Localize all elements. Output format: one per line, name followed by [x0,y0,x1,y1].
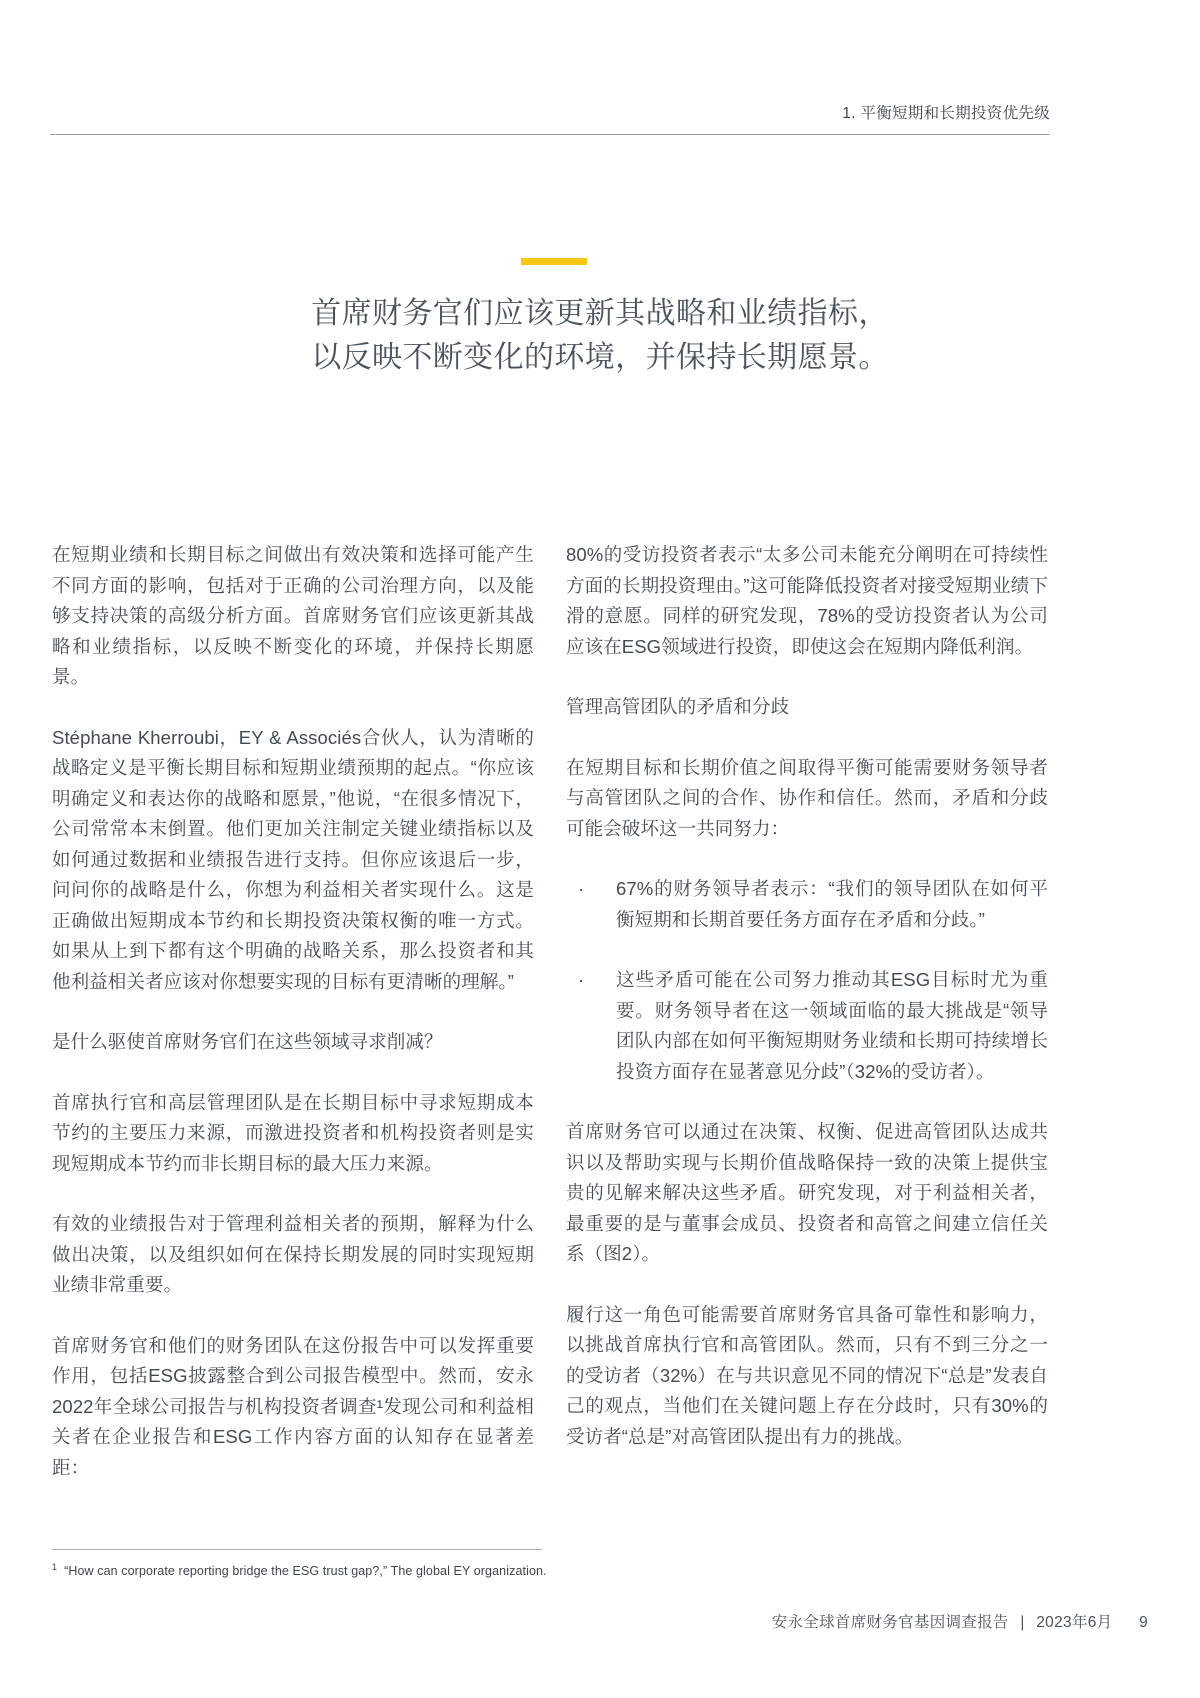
footnote [52,1558,612,1580]
paragraph: 在短期目标和长期价值之间取得平衡可能需要财务领导者与高管团队之间的合作、协作和信任。然而，矛盾和分歧可能会破坏这一共同努力： [566,756,1048,839]
body-column-right [566,540,1048,1482]
list-item-text: 67%的财务领导者表示：“我们的领导团队在如何平衡短期和长期首要任务方面存在矛盾和分歧。” [616,878,1048,930]
paragraph: 在短期业绩和长期目标之间做出有效决策和选择可能产生不同方面的影响，包括对于正确的公司治理方向，以及能够支持决策的高级分析方面。首席财务官们应该更新其战略和业绩指标，以反映不断变化的环境，并保持长期愿景。 [52,544,534,687]
bullet-marker-icon: · [578,878,585,899]
paragraph: 有效的业绩报告对于管理利益相关者的预期，解释为什么做出决策，以及组织如何在保持长期发展的同时实现短期业绩非常重要。 [52,1213,534,1295]
paragraph: 首席财务官和他们的财务团队在这份报告中可以发挥重要作用，包括ESG披露整合到公司报告模型中。然而，安永2022年全球公司报告与机构投资者调查¹发现公司和利益相关者在企业报告和ESG工作内容方面的认知存在显著差距： [52,1334,534,1478]
paragraph: 是什么驱使首席财务官们在这些领域寻求削减？ [52,1031,443,1052]
footnote-divider-rule [52,1549,542,1550]
page-number: 9 [1139,1614,1148,1631]
body-column-left [52,540,534,1513]
footer-separator: | [1020,1614,1025,1631]
paragraph: 首席执行官和高层管理团队是在长期目标中寻求短期成本节约的主要压力来源，而激进投资者和机构投资者则是实现短期成本节约而非长期目标的最大压力来源。 [52,1091,534,1174]
pull-quote [150,292,1050,380]
paragraph: 履行这一角色可能需要首席财务官具备可靠性和影响力，以挑战首席执行官和高管团队。然而，只有不到三分之一的受访者（32%）在与共识意见不同的情况下“总是”发表自己的观点，当他们在关键问题上存在分歧时，只有30%的受访者“总是”对高管团队提出有力的挑战。 [566,1303,1048,1447]
footer-date: 2023年6月 [1036,1614,1113,1631]
footnote-text: “How can corporate reporting bridge the ESG trust gap?,” The global EY organization. [64,1564,547,1579]
accent-bar [521,258,587,265]
page-footer [772,1612,1148,1634]
paragraph: Stéphane Kherroubi，EY & Associés合伙人，认为清晰的战略定义是平衡长期目标和短期业绩预期的起点。“你应该明确定义和表达你的战略和愿景，”他说，“在很多情况下，公司常常本末倒置。他们更加关注制定关键业绩指标以及如何通过数据和业绩报告进行支持。但你应该退后一步，问问你的战略是什么，你想为利益相关者实现什么。这是正确做出短期成本节约和长期投资决策权衡的唯一方式。如果从上到下都有这个明确的战略关系，那么投资者和其他利益相关者应该对你想要实现的目标有更清晰的理解。” [52,726,534,992]
running-header [50,104,1050,140]
footnote-marker: 1 [52,1562,58,1572]
footer-report-title: 安永全球首席财务官基因调查报告 [771,1614,1009,1631]
list-item [566,874,1048,935]
subheading: 管理高管团队的矛盾和分歧 [566,696,790,717]
list-item-text: 这些矛盾可能在公司努力推动其ESG目标时尤为重要。财务领导者在这一领域面临的最大挑战是“领导团队内部在如何平衡短期财务业绩和长期可持续增长投资方面存在显著意见分歧”（32%的受访者）。 [616,969,1048,1082]
running-header-section-label: 1. 平衡短期和长期投资优先级 [842,105,1050,122]
pull-quote-line-1: 首席财务官们应该更新其战略和业绩指标， [311,297,889,330]
paragraph: 首席财务官可以通过在决策、权衡、促进高管团队达成共识以及帮助实现与长期价值战略保持一致的决策上提供宝贵的见解来解决这些矛盾。研究发现，对于利益相关者，最重要的是与董事会成员、投资者和高管之间建立信任关系（图2）。 [566,1121,1048,1264]
paragraph: 80%的受访投资者表示“太多公司未能充分阐明在可持续性方面的长期投资理由。”这可能降低投资者对接受短期业绩下滑的意愿。同样的研究发现，78%的受访投资者认为公司应该在ESG领域进行投资，即使这会在短期内降低利润。 [566,544,1048,657]
bullet-list [566,874,1048,1087]
bullet-marker-icon: · [578,969,585,990]
pull-quote-line-2: 以反映不断变化的环境，并保持长期愿景。 [311,341,889,374]
list-item [566,965,1048,1087]
header-divider-rule [50,134,1050,135]
